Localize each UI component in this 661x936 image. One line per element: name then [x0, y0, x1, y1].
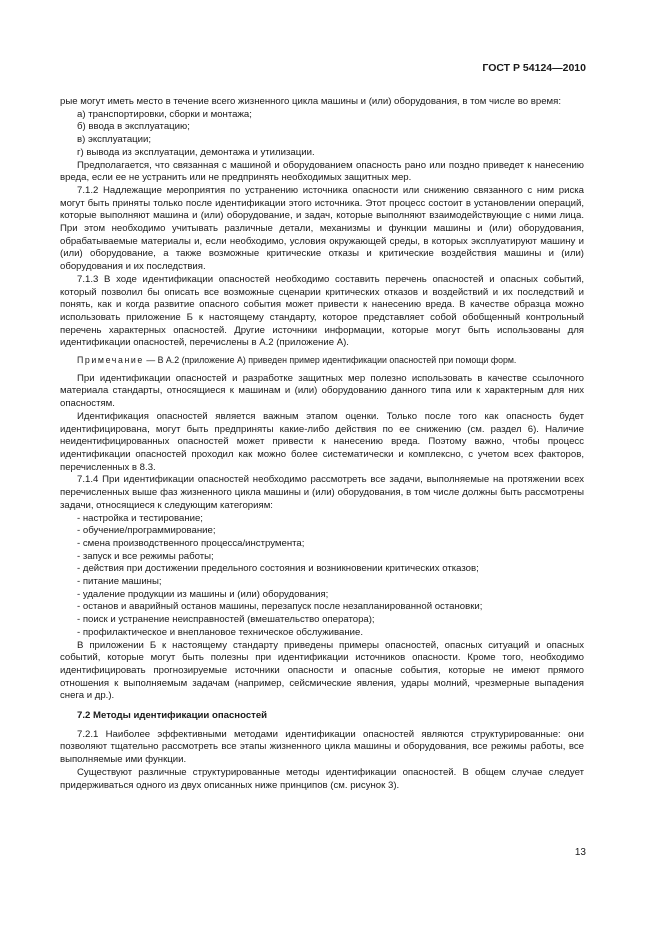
list-item: - настройка и тестирование;: [77, 512, 203, 524]
paragraph: Существуют различные структурированные методы идентификации опасностей. В общем случае следует придерживаться одного из двух описанных ниже принципов (см. рисунок 3).: [60, 766, 584, 791]
list-item: - запуск и все режимы работы;: [77, 550, 214, 562]
list-item: г) вывода из эксплуатации, демонтажа и утилизации.: [77, 146, 315, 158]
paragraph: В приложении Б к настоящему стандарту приведены примеры опасностей, опасных ситуаций и опасных событий, которые могут быть полезны при идентификации источников опасности. Кроме того, необходимо идентифицировать прогнозируемые источники опасности и опасные события, которые не имеют прямого отношения к выполняемым задачам (например, сейсмические явления, удары молний, чрезмерные выпадения снега и др.).: [60, 639, 584, 702]
document-body: [60, 96, 584, 792]
page-number: 13: [574, 847, 586, 858]
list-item: - профилактическое и внеплановое техническое обслуживание.: [77, 626, 364, 638]
section-heading: 7.2 Методы идентификации опасностей: [77, 710, 268, 722]
document-code-header: ГОСТ Р 54124—2010: [482, 62, 586, 74]
note-label: Примечание: [77, 355, 144, 366]
note: [60, 354, 584, 367]
paragraph: рые могут иметь место в течение всего жизненного цикла машины и (или) оборудования, в том числе во время:: [60, 96, 561, 107]
paragraph: Идентификация опасностей является важным этапом оценки. Только после того как опасность будет идентифицирована, могут быть предприняты какие-либо действия по ее снижению (см. раздел 6). Наличие неидентифицированных опасностей может привести к нанесению вреда. Поэтому важно, чтобы процесс идентификации опасностей проходил как можно более систематически и комплексно, с учетом всех факторов, перечисленных в 8.3.: [60, 410, 584, 473]
paragraph: При идентификации опасностей и разработке защитных мер полезно использовать в качестве ссылочного материала стандарты, относящиеся к машинам и (или) оборудованию данного типа или к характерным для них опасностям.: [60, 372, 584, 410]
note-text: — В А.2 (приложение А) приведен пример идентификации опасностей при помощи форм.: [143, 355, 517, 366]
list-item: - смена производственного процесса/инструмента;: [77, 537, 305, 549]
paragraph-7-2-1: 7.2.1 Наиболее эффективными методами идентификации опасностей являются структурированные: они позволяют тщательно рассмотреть все этапы жизненного цикла машины и оборудования, все режимы работы, все выполняемые ими функции.: [60, 728, 584, 766]
list-item: - питание машины;: [77, 576, 162, 588]
list-item: - удаление продукции из машины и (или) оборудования;: [77, 588, 329, 600]
paragraph: Предполагается, что связанная с машиной и оборудованием опасность рано или поздно приведет к нанесению вреда, если ее не устранить или не предпринять необходимых защитных мер.: [60, 159, 584, 184]
list-item: - останов и аварийный останов машины, перезапуск после незапланированной остановки;: [77, 601, 483, 613]
list-item: - поиск и устранение неисправностей (вмешательство оператора);: [77, 614, 375, 626]
paragraph-7-1-4: 7.1.4 При идентификации опасностей необходимо рассмотреть все задачи, выполняемые на протяжении всех перечисленных выше фаз жизненного цикла машины и (или) оборудования, в том числе должны быть рассмотрены задачи, относящиеся к следующим категориям:: [60, 474, 584, 511]
paragraph-7-1-3: 7.1.3 В ходе идентификации опасностей необходимо составить перечень опасностей и опасных событий, который позволил бы описать все возможные сценарии критических отказов и воздействий и их последствий и понять, как и когда развитие опасного события может привести к нанесению вреда. В качестве образца можно использовать приложение Б к настоящему стандарту, которое представляет собой обобщенный контрольный перечень характерных опасностей. Другие источники информации, которые могут быть использованы для идентификации опасностей, перечислены в А.2 (приложение А).: [60, 273, 584, 349]
list-item: в) эксплуатации;: [77, 134, 152, 146]
list-item: - обучение/программирование;: [77, 525, 216, 537]
list-item: - действия при достижении предельного состояния и возникновении критических отказов;: [77, 563, 479, 575]
paragraph-7-1-2: 7.1.2 Надлежащие мероприятия по устранению источника опасности или снижению связанного с ним риска могут быть приняты только после идентификации этого источника. Этот процесс состоит в установлении операций, которые выполняют машина и (или) оборудование, и задач, которые выполняют взаимодействующие с ними лица. При этом необходимо учитывать различные детали, механизмы и функции машины и (или) оборудования, обрабатываемые материалы и, если необходимо, условия окружающей среды, в которых эксплуатируют машину и (или) оборудование, а также возможные критические отказы и критические воздействия машины и (или) оборудования и их последствия.: [60, 184, 584, 273]
list-item: а) транспортировки, сборки и монтажа;: [77, 108, 252, 120]
list-item: б) ввода в эксплуатацию;: [77, 121, 190, 133]
